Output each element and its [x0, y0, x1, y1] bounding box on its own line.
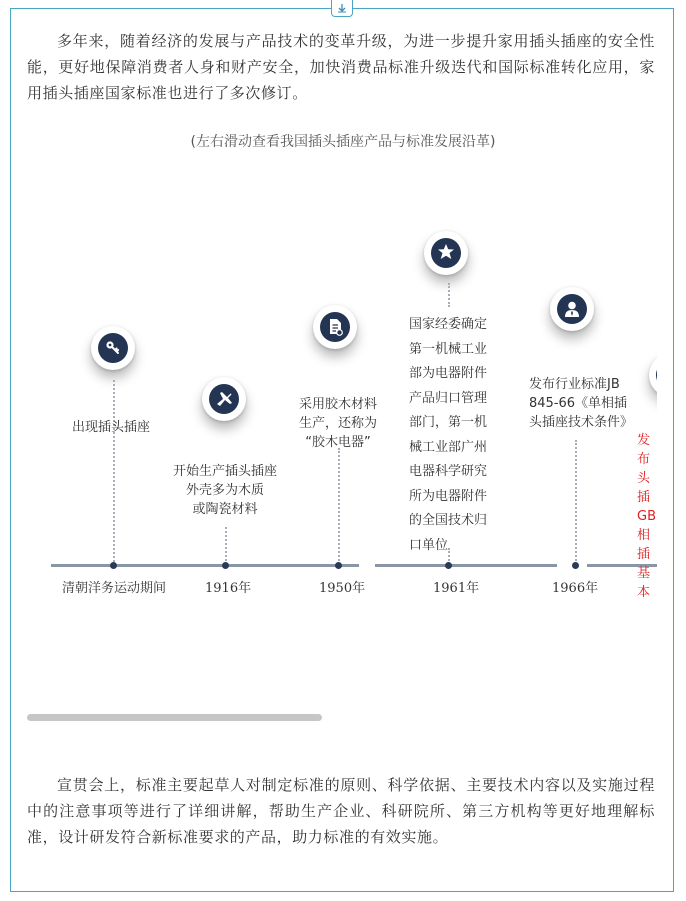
event-icon — [550, 287, 594, 331]
event-text-line: 头插 — [637, 471, 651, 505]
event-text-line: 产品归口管理 — [409, 390, 488, 406]
event-text-line: 基本 — [637, 566, 651, 600]
event-icon — [202, 377, 246, 421]
event-text-line: 开始生产插头插座 — [172, 464, 277, 479]
timeline-stem — [338, 448, 340, 561]
event-text-line: 部为电器附件 — [409, 366, 488, 381]
timeline-stem — [448, 283, 450, 307]
event-year: 1961年 — [433, 581, 480, 596]
event-year: 清朝洋务运动期间 — [62, 580, 167, 595]
star-icon — [431, 238, 461, 268]
event-text-line: 的全国技术归 — [409, 513, 488, 528]
event-icon — [91, 326, 135, 370]
timeline-node — [222, 562, 229, 569]
timeline-node — [335, 562, 342, 569]
timeline-node — [572, 562, 579, 569]
event-text-line: 或陶瓷材料 — [192, 502, 258, 517]
event-text-line: 发布行业标准JB — [529, 377, 620, 392]
event-text-line: 845-66《单相插 — [529, 396, 628, 411]
event-text-line: 生产，还称为 — [298, 416, 377, 431]
event-year: 1950年 — [319, 581, 366, 596]
event-text-line: “胶木电器” — [305, 435, 371, 450]
event-text — [165, 462, 285, 519]
timeline-stem — [575, 440, 577, 561]
airplane-icon — [209, 384, 239, 414]
document-icon — [320, 312, 350, 342]
event-text-line: 部门，第一机 — [409, 415, 488, 430]
person-icon — [557, 294, 587, 324]
timeline-scrollbar[interactable] — [27, 714, 655, 722]
event-text-line: 第一机械工业 — [409, 341, 488, 357]
collapse-arrow-icon[interactable] — [331, 0, 353, 17]
event-text-line: 口单位 — [409, 537, 449, 553]
event-icon — [313, 305, 357, 349]
timeline-node — [445, 562, 452, 569]
scrollbar-thumb[interactable] — [27, 714, 322, 721]
event-text-line: 外壳多为木质 — [185, 483, 264, 498]
event-text-line: GB — [637, 509, 656, 524]
event-text-line: 国家经委确定 — [409, 317, 488, 332]
event-text-line: 头插座技术条件》 — [529, 415, 634, 430]
event-text-line: 相插 — [637, 528, 651, 562]
timeline-stem — [225, 527, 227, 561]
event-icon — [649, 353, 657, 397]
event-text-line: 发布 — [637, 433, 651, 467]
event-text-line: 电器科学研究 — [409, 464, 488, 479]
event-text — [529, 375, 633, 432]
timeline-graphic[interactable] — [27, 165, 657, 720]
outro-paragraph: 宣贯会上，标准主要起草人对制定标准的原则、科学依据、主要技术内容以及实施过程中的注意事项等进行了详细讲解，帮助生产企业、科研院所、第三方机构等更好地理解标准，设计研发符合新标准要求的产品，助力标准的有效实施。 — [27, 776, 655, 846]
timeline-stem — [113, 380, 115, 562]
timeline-axis — [51, 564, 359, 567]
event-year: 1966年 — [552, 581, 599, 596]
key-icon — [98, 333, 128, 363]
event-text — [637, 431, 657, 602]
intro-paragraph: 多年来，随着经济的发展与产品技术的变革升级，为进一步提升家用插头插座的安全性能，更好地保障消费者人身和财产安全，加快消费品标准升级迭代和国际标准转化应用，家用插头插座国家标准也进行了多次修订。 — [27, 32, 655, 102]
event-text-line: 械工业部广州 — [409, 439, 488, 455]
timeline-axis — [375, 564, 557, 567]
event-icon — [424, 231, 468, 275]
timeline-caption: (左右滑动查看我国插头插座产品与标准发展沿革) — [190, 134, 496, 150]
event-text-line: 所为电器附件 — [409, 488, 488, 504]
timeline-node — [110, 562, 117, 569]
event-text-line: 采用胶木材料 — [298, 397, 377, 412]
frame-bottom-border — [10, 891, 674, 892]
event-text — [283, 395, 393, 452]
event-text: 出现插头插座 — [72, 420, 151, 435]
event-text — [409, 313, 487, 558]
event-year: 1916年 — [205, 581, 252, 596]
